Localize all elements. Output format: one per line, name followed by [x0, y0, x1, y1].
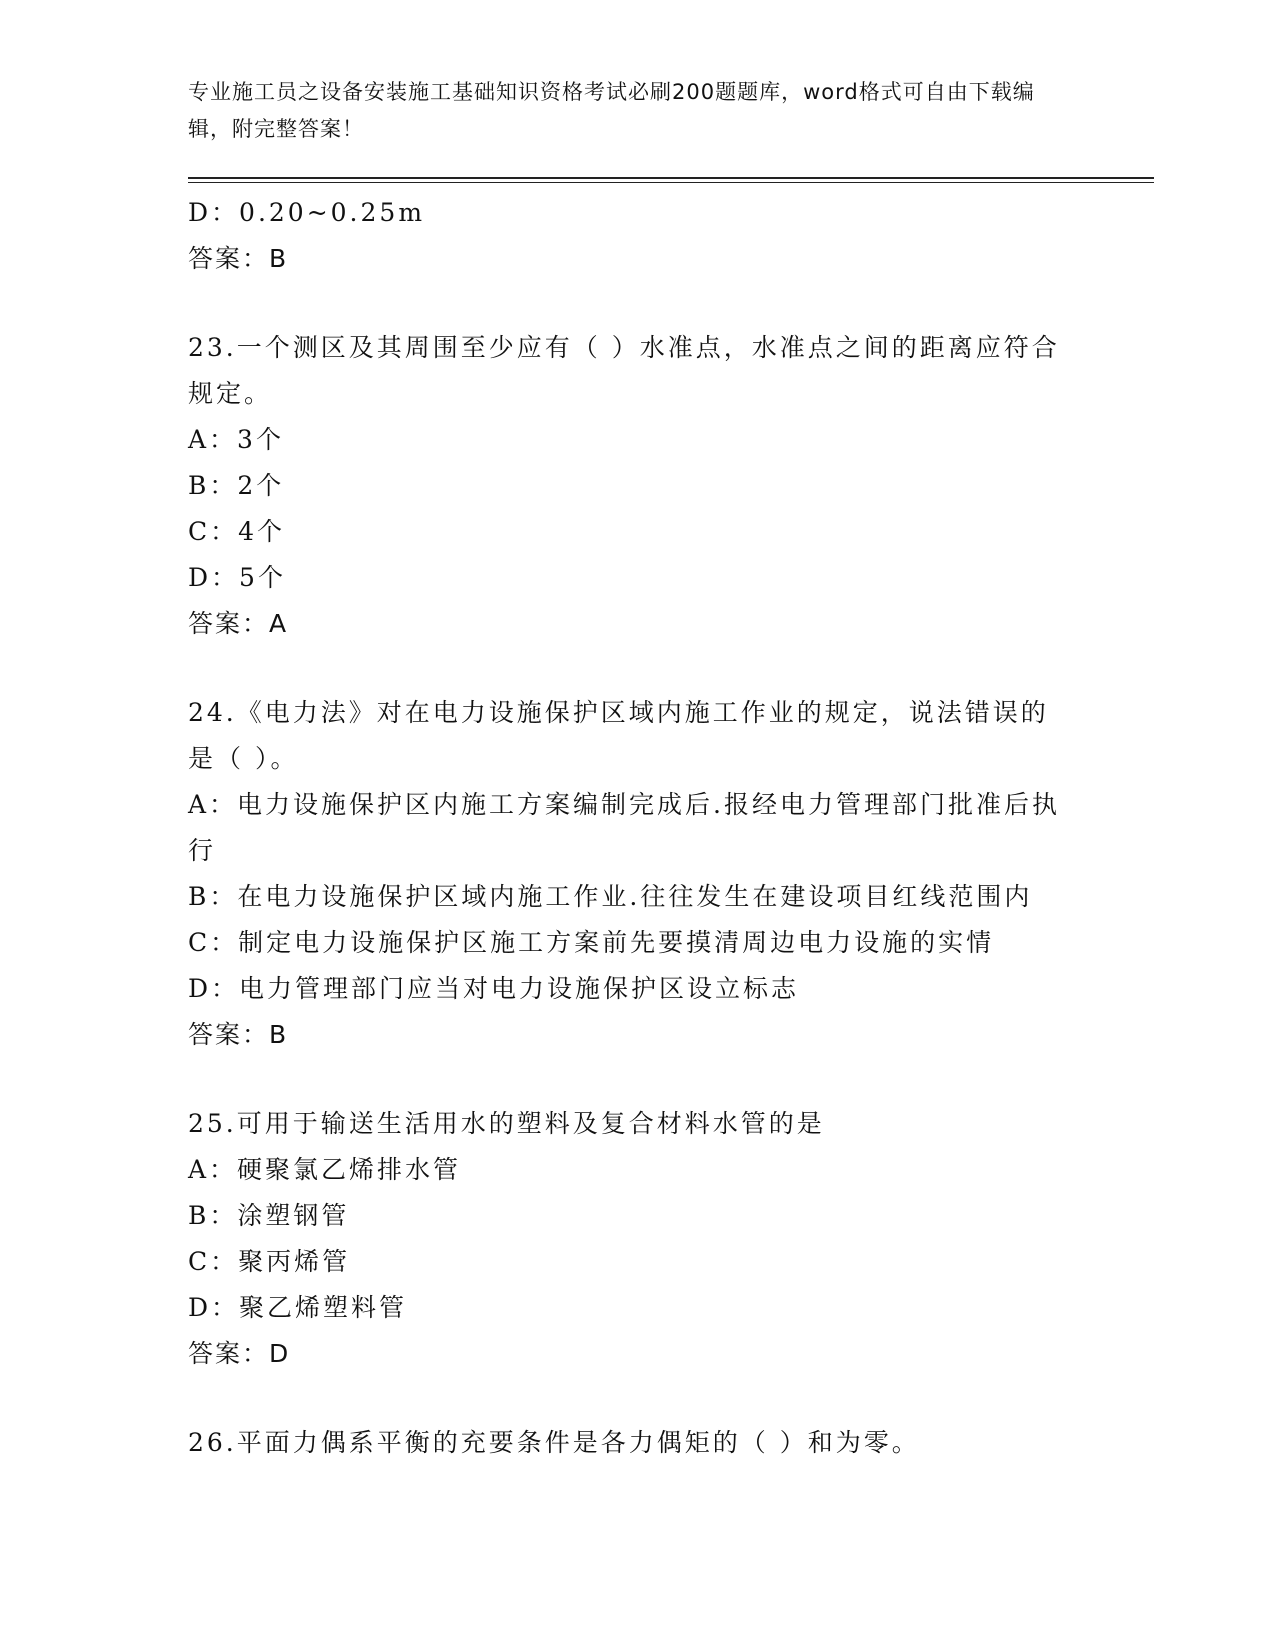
option-a: A：3个: [188, 425, 284, 454]
option-c: C：制定电力设施保护区施工方案前先要摸清周边电力设施的实情: [188, 928, 995, 957]
header-rule-thick: [188, 177, 1154, 179]
spacer: [188, 1377, 1088, 1420]
question-text: 23.一个测区及其周围至少应有（ ）水准点，水准点之间的距离应符合规定。: [188, 333, 1060, 408]
answer: 答案：A: [188, 609, 289, 638]
option-d: D：电力管理部门应当对电力设施保护区设立标志: [188, 974, 800, 1003]
question-content: [188, 190, 1088, 1466]
document-header: 专业施工员之设备安装施工基础知识资格考试必刷200题题库，word格式可自由下载编辑，附完整答案！: [188, 80, 1035, 141]
spacer: [188, 1058, 1088, 1101]
option-d: D：5个: [188, 563, 286, 592]
question-text: 26.平面力偶系平衡的充要条件是各力偶矩的（ ）和为零。: [188, 1428, 920, 1457]
option-a: A：电力设施保护区内施工方案编制完成后.报经电力管理部门批准后执行: [188, 790, 1061, 865]
question-block-23: [188, 325, 1088, 647]
option-b: B：2个: [188, 471, 285, 500]
answer: 答案：D: [188, 1339, 291, 1368]
answer: 答案：B: [188, 1020, 289, 1049]
option-c: C：聚丙烯管: [188, 1247, 351, 1276]
question-text: 25.可用于输送生活用水的塑料及复合材料水管的是: [188, 1109, 825, 1138]
option-c: C：4个: [188, 517, 286, 546]
question-block-26: [188, 1420, 1088, 1466]
option-b: B：在电力设施保护区域内施工作业.往往发生在建设项目红线范围内: [188, 882, 1033, 911]
carry-over-option-d: D：0.20~0.25m: [188, 198, 426, 227]
spacer: [188, 647, 1088, 690]
question-text: 24.《电力法》对在电力设施保护区域内施工作业的规定，说法错误的是（ ）。: [188, 698, 1049, 773]
question-block-24: [188, 690, 1088, 1058]
option-b: B：涂塑钢管: [188, 1201, 350, 1230]
option-d: D：聚乙烯塑料管: [188, 1293, 408, 1322]
spacer: [188, 282, 1088, 325]
header-rule-thin: [188, 182, 1154, 183]
carry-over-answer: 答案：B: [188, 244, 289, 273]
option-a: A：硬聚氯乙烯排水管: [188, 1155, 462, 1184]
question-block-25: [188, 1101, 1088, 1377]
